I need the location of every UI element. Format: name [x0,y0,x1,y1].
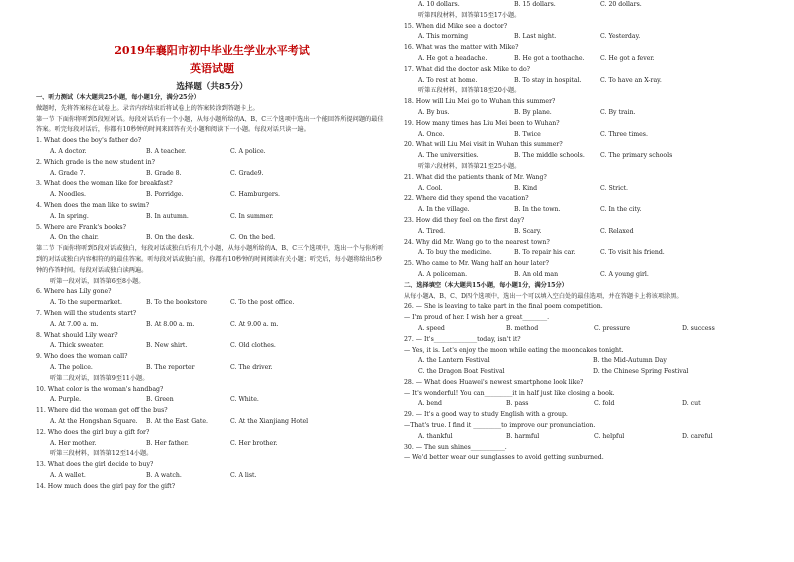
answer-option: C. Old clothes. [230,342,276,350]
answer-option: A. To rest at home. [418,76,478,84]
listening-note: 听第六段材料，回答第21至25小题。 [418,162,521,170]
question-stem: 19. How many times has Liu Mei been to Wuhan? [404,119,560,127]
answer-option: A. Thick sweater. [50,342,104,350]
question-response: —That's true. I find it _________to improve our pronunciation. [404,422,596,430]
option-row [36,169,388,180]
answer-option: B. A watch. [146,471,182,479]
answer-option: B. At the East Gate. [146,417,208,425]
answer-option: C. White. [230,396,259,404]
answer-option: B. By plane. [514,108,552,116]
question-stem: 6. Where has Lily gone? [36,288,112,296]
option-row [404,205,776,216]
answer-option: B. pass [506,400,529,408]
part-title: 选择题（共85分） [176,82,248,92]
answer-option: C. The primary schools [600,152,673,160]
answer-option: A. He got a headache. [418,54,488,62]
answer-option: B. To stay in hospital. [514,76,582,84]
left-column [36,0,388,492]
exam-title: 2019年襄阳市初中毕业生学业水平考试 [114,44,310,57]
section-1-part-1: 第一节 下面你将听到5段短对话。每段对话后有一个小题，从每小题所给的A、B、C三个选项中选出一个能回答所提问题的最佳答案。听完每段对话后，你都有10秒钟的时间来回答有关小题和阅读下一小题。每段对话只读一遍。 [36,115,384,134]
answer-option: B. Scary. [514,227,542,235]
option-row [36,233,388,244]
question-stem: 27. — It's______________today, isn't it? [404,335,521,343]
answer-option: C. He got a fever. [600,54,655,62]
option-row [404,0,776,11]
answer-option: C. helpful [594,432,625,440]
answer-option: B. New shirt. [146,342,188,350]
answer-option: A. A policeman. [418,270,468,278]
answer-option: C. By train. [600,108,636,116]
answer-option: C. Relaxed [600,227,634,235]
option-row [36,439,388,450]
option-row [36,298,388,309]
question-list-26-30 [404,302,776,464]
question-stem: 21. What did the patients thank of Mr. Wang? [404,173,547,181]
option-row [404,108,776,119]
question-stem: 20. What will Liu Mei visit in Wuhan this summer? [404,141,563,149]
question-stem: 11. Where did the woman get off the bus? [36,407,168,415]
answer-option: B. In autumn. [146,212,189,220]
option-row [404,227,776,238]
answer-option: B. To the bookstore [146,299,208,307]
question-stem: 2. Which grade is the new student in? [36,158,155,166]
option-row [404,399,776,410]
question-list-6-14 [36,287,388,492]
question-stem: 18. How will Liu Mei go to Wuhan this summer? [404,98,556,106]
answer-option: A. A doctor. [50,147,87,155]
question-stem: 7. When will the students start? [36,309,137,317]
answer-option: B. Grade 8. [146,169,182,177]
answer-option: D. the Chinese Spring Festival [593,368,689,376]
answer-option: A. the Lantern Festival [418,357,490,365]
option-row [36,417,388,428]
answer-option: A. 10 dollars. [418,1,460,8]
answer-option: A. This morning [418,33,469,41]
question-stem: 15. When did Mike see a doctor? [404,22,508,30]
option-row [404,184,776,195]
option-row [404,32,776,43]
answer-option: B. At 8.00 a. m. [146,320,195,328]
question-stem: 16. What was the matter with Mike? [404,44,519,52]
listening-note: 听第五段材料，回答第18至20小题。 [418,87,521,95]
answer-option: A. A wallet. [50,471,86,479]
answer-option: C. On the bed. [230,234,276,242]
option-row [404,130,776,141]
option-row [36,395,388,406]
question-stem: 3. What does the woman like for breakfast? [36,180,173,188]
option-row [36,147,388,158]
answer-option: B. He got a toothache. [514,54,585,62]
question-stem: 30. — The sun shines___________. [404,443,507,451]
answer-option: C. Strict. [600,184,629,192]
answer-option: C. The driver. [230,363,273,371]
answer-option: A. In the village. [418,206,470,214]
question-list-14-25 [404,0,776,281]
question-stem: 23. How did they feel on the first day? [404,216,525,224]
answer-option: C. Yesterday. [600,33,641,41]
answer-option: C. To have an X-ray. [600,76,662,84]
answer-option: A. In spring. [50,212,89,220]
answer-option: B. In the town. [514,206,561,214]
right-column [404,0,776,464]
answer-option: D. cut [682,400,701,408]
answer-option: C. pressure [594,324,630,332]
option-row [404,432,776,443]
answer-option: C. In the city. [600,206,642,214]
section-1-part-2: 第二节 下面你将听到5段对话或独白，每段对话或独白后有几个小题，从每小题所给的A、B、C三个选项中，选出一个与你所听到的对话或独白内容相符的的最佳答案。听每段对话或独白前，你都有10秒钟的时间阅读有关小题；听完后，每小题将给出5秒钟的作答时间。每段对话或独白读两遍。 [36,245,384,274]
listening-note: 听第一段对话，回答第6至8小题。 [50,277,145,285]
option-row [404,151,776,162]
answer-option: B. The reporter [146,363,195,371]
option-row [36,320,388,331]
option-row [36,212,388,223]
answer-option: D. success [682,324,715,332]
answer-option: A. By bus. [418,108,450,116]
section-1-heading: 一、听力测试（本大题共25小题，每小题1分，满分25分） [36,94,200,101]
question-stem: 25. Who came to Mr. Wang half an hour later? [404,260,549,268]
question-stem: 4. When does the man like to swim? [36,201,150,209]
answer-option: A. To buy the medicine. [418,249,492,257]
option-row [404,248,776,259]
answer-option: A. At the Hongshan Square. [50,417,138,425]
answer-option: A. bend [418,400,442,408]
question-stem: 5. Where are Frank's books? [36,223,126,231]
question-stem: 12. Who does the girl buy a gift for? [36,428,150,436]
answer-option: A. thankful [418,432,453,440]
option-row [36,341,388,352]
question-stem: 1. What does the boy's father do? [36,137,142,145]
option-row [404,76,776,87]
answer-option: C. Her brother. [230,439,278,447]
answer-option: B. A teacher. [146,147,187,155]
section-2-intro: 从每小题A、B、C、D四个选项中，选出一个可以填入空白处的最佳选项，并在答题卡上将该项涂黑。 [404,292,683,300]
question-response: — We'd better wear our sunglasses to avoid getting sunburned. [404,454,604,462]
answer-option: A. Grade 7. [50,169,86,177]
answer-option: B. Her father. [146,439,189,447]
question-list-1-5 [36,136,388,244]
answer-option: B. On the desk. [146,234,195,242]
answer-option: C. To visit his friend. [600,249,665,257]
answer-option: B. 15 dollars. [514,1,556,8]
answer-option: C. 20 dollars. [600,1,642,8]
section-1-intro: 做题时，先将答案标在试卷上。录音内容结束后将试卷上的答案转涂到答题卡上。 [36,104,259,112]
option-row [36,190,388,201]
question-stem: 26. — She is leaving to take part in the final poem competition. [404,303,603,311]
question-stem: 29. — It's a good way to study English with a group. [404,411,568,419]
answer-option: B. Porridge. [146,191,184,199]
answer-option: A. Tired. [418,227,446,235]
option-row [404,367,776,378]
question-response: — I'm proud of her. I wish her a great________. [404,314,550,322]
answer-option: C. In summer. [230,212,274,220]
question-stem: 17. What did the doctor ask Mike to do? [404,65,531,73]
answer-option: C. At 9.00 a. m. [230,320,279,328]
answer-option: C. A list. [230,471,257,479]
section-2-heading: 二、选择填空（本大题共15小题，每小题1分，满分15分） [404,281,568,289]
exam-subtitle: 英语试题 [190,62,234,75]
answer-option: A. Her mother. [50,439,97,447]
listening-note: 听第二段对话，回答第9至11小题。 [50,374,149,382]
answer-option: A. speed [418,324,445,332]
answer-option: B. Kind [514,184,538,192]
question-stem: 8. What should Lily wear? [36,331,118,339]
answer-option: B. harmful [506,432,540,440]
option-row [36,363,388,374]
question-response: — Yes, it is. Let's enjoy the moon while eating the mooncakes tonight. [404,346,624,354]
answer-option: C. the Dragon Boat Festival [418,368,505,376]
answer-option: C. To the post office. [230,299,295,307]
answer-option: A. To the supermarket. [50,299,122,307]
option-row [404,324,776,335]
answer-option: B. the Mid-Autumn Day [593,357,667,365]
question-stem: 22. Where did they spend the vacation? [404,195,529,203]
answer-option: C. A young girl. [600,270,649,278]
answer-option: C. At the Xianjiang Hotel [230,417,309,425]
answer-option: A. The universities. [418,152,479,160]
answer-option: C. Grade9. [230,169,264,177]
answer-option: B. To repair his car. [514,249,576,257]
answer-option: B. Twice [514,130,541,138]
option-row [404,356,776,367]
answer-option: C. Three times. [600,130,648,138]
answer-option: A. Cool. [418,184,443,192]
answer-option: C. A police. [230,147,266,155]
answer-option: A. On the chair. [50,234,99,242]
answer-option: D. careful [682,432,713,440]
option-row [36,471,388,482]
answer-option: A. At 7.00 a. m. [50,320,99,328]
option-row [404,54,776,65]
question-stem: 14. How much does the girl pay for the gift? [36,482,176,490]
answer-option: A. Purple. [50,396,82,404]
listening-note: 听第四段材料，回答第15至17小题。 [418,11,521,19]
answer-option: B. The middle schools. [514,152,585,160]
answer-option: B. method [506,324,539,332]
listening-note: 听第三段材料，回答第12至14小题。 [50,450,153,458]
answer-option: B. Green [146,396,174,404]
answer-option: A. Noodles. [50,191,87,199]
question-stem: 9. Who does the woman call? [36,353,128,361]
question-stem: 10. What color is the woman's handbag? [36,385,164,393]
answer-option: B. Last night. [514,33,557,41]
answer-option: A. The police. [50,363,93,371]
question-stem: 13. What does the girl decide to buy? [36,461,154,469]
answer-option: C. Hamburgers. [230,191,281,199]
answer-option: C. fold [594,400,615,408]
answer-option: B. An old man [514,270,559,278]
option-row [404,270,776,281]
question-stem: 28. — What does Huawei's newest smartphone look like? [404,378,584,386]
question-response: — It's wonderful! You can_________it in half just like closing a book. [404,389,615,397]
answer-option: A. Once. [418,130,445,138]
question-stem: 24. Why did Mr. Wang go to the nearest town? [404,238,550,246]
